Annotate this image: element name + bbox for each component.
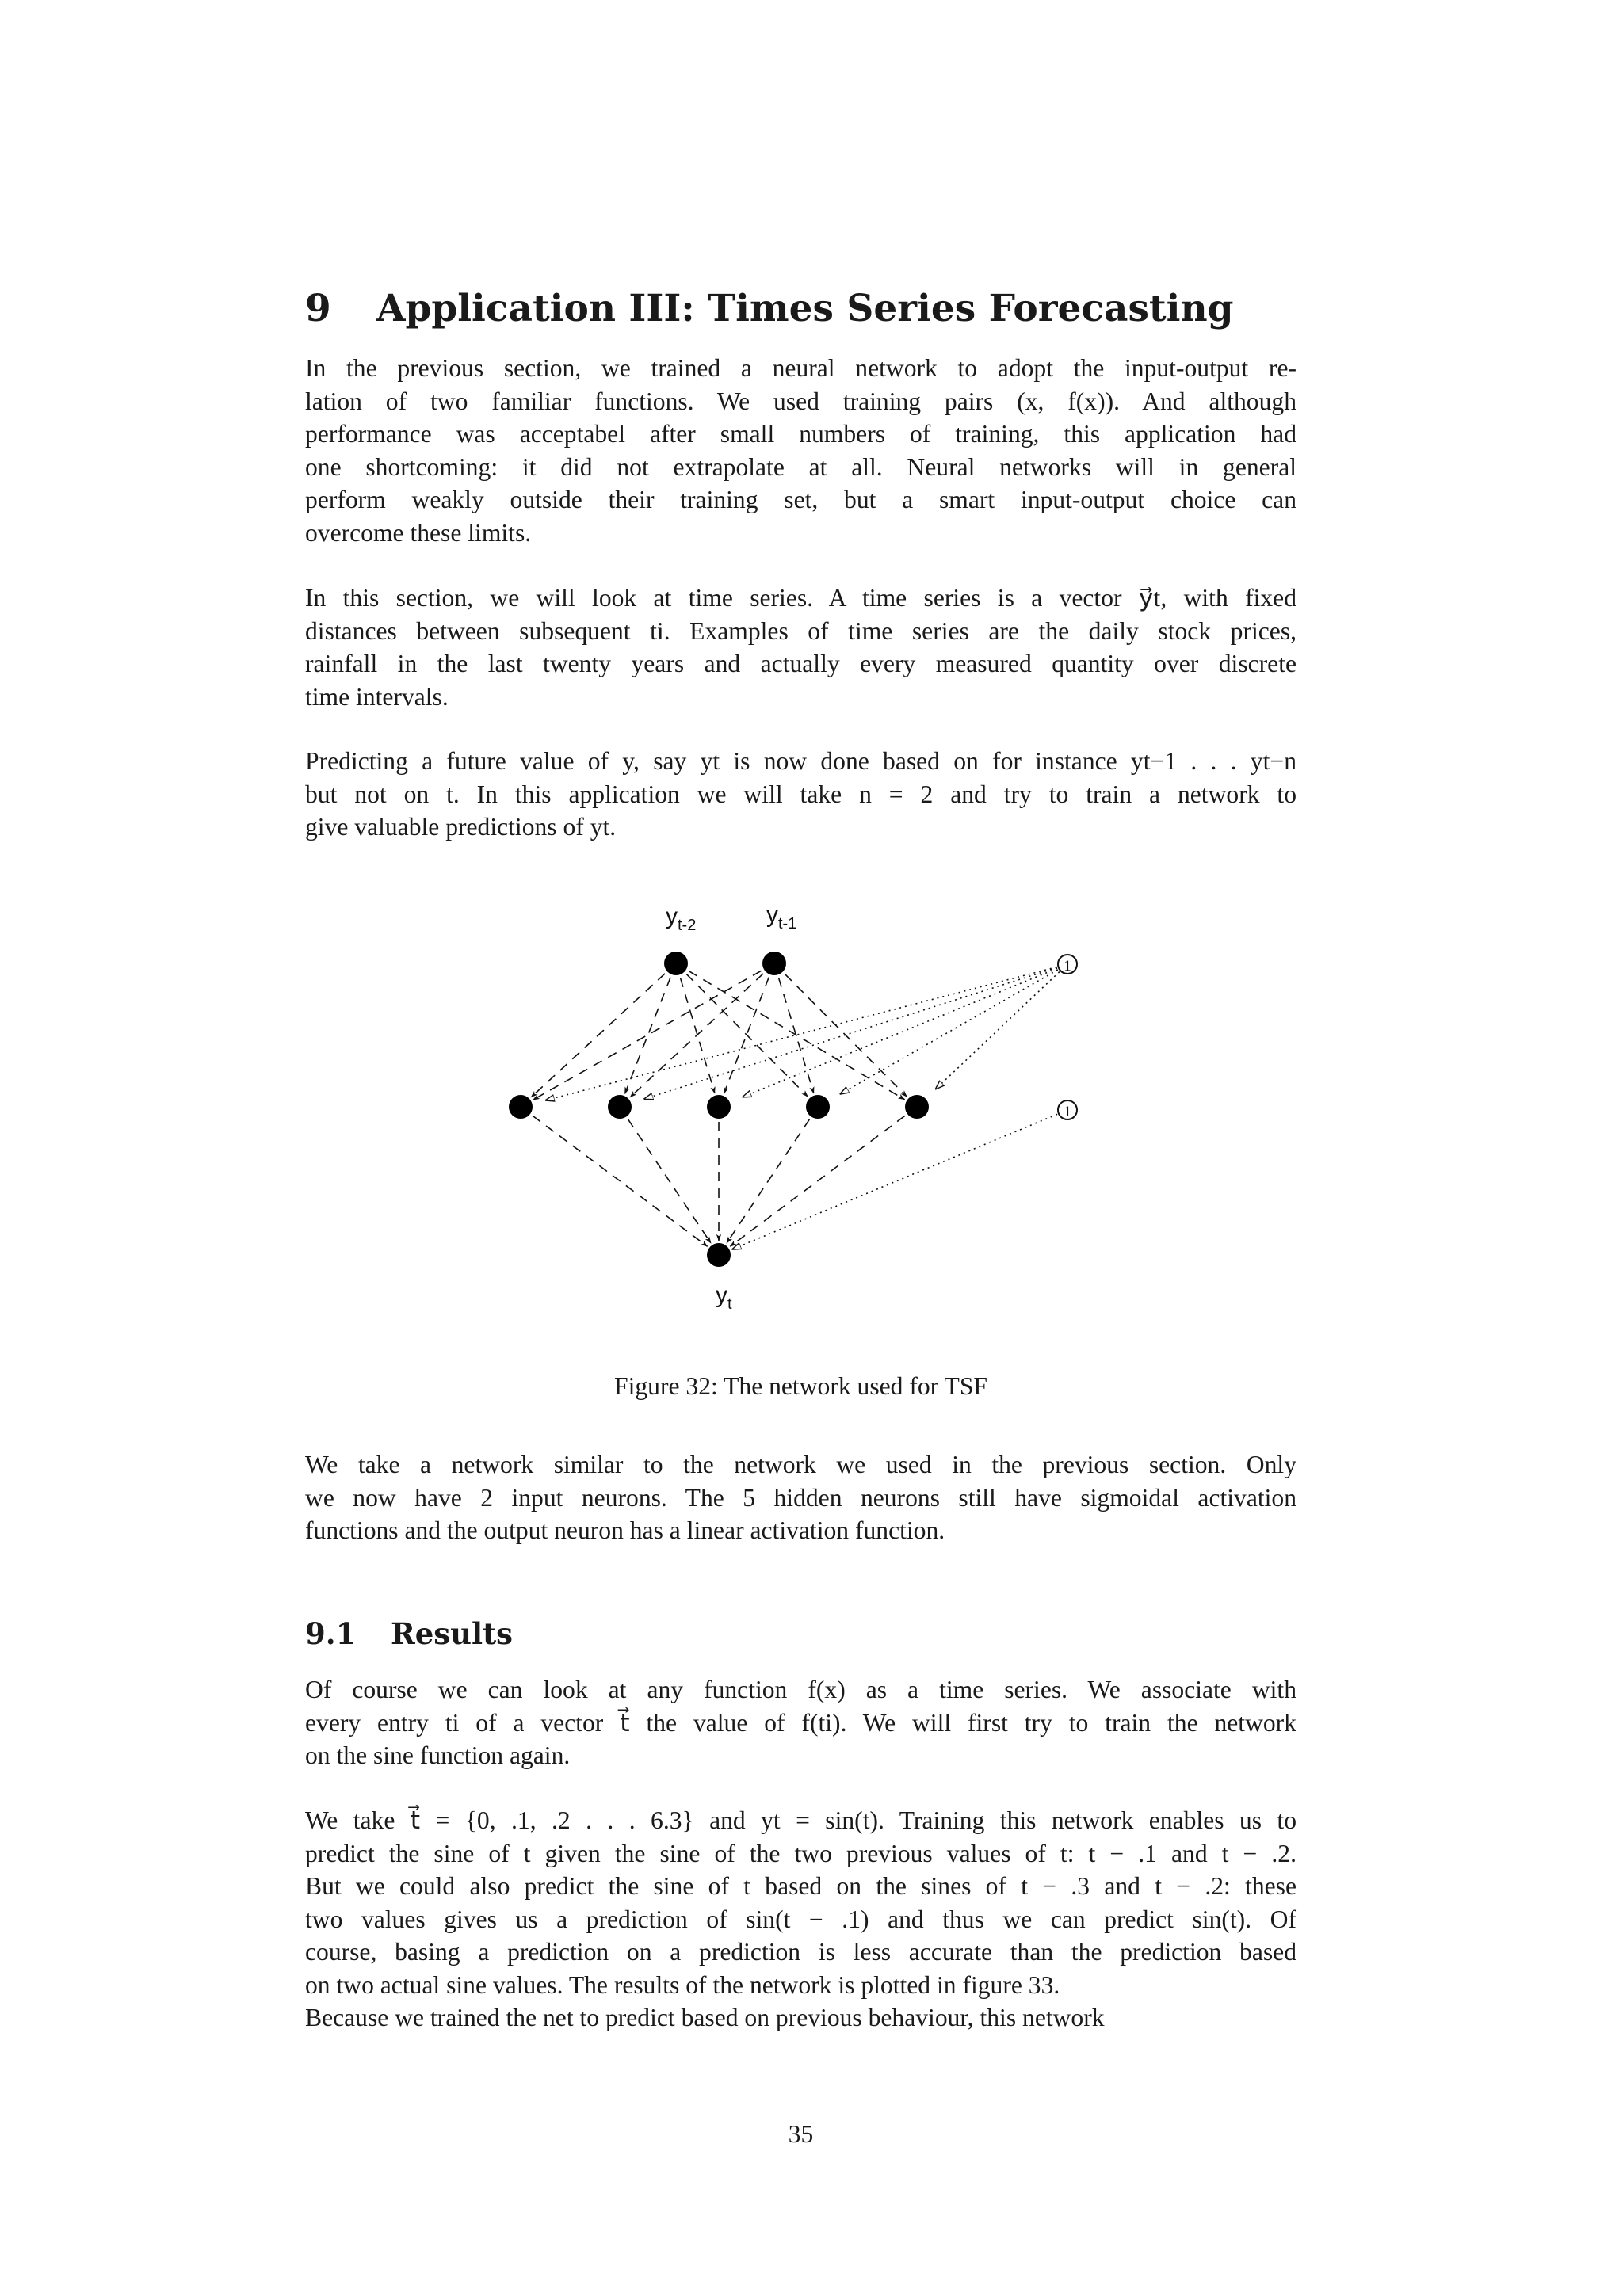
paragraph-intro (305, 352, 1296, 549)
text-line: Of course we can look at any function f(x) as a time series. We associate with (305, 1676, 1296, 1703)
svg-text:1: 1 (1064, 1104, 1071, 1120)
text-line: two values gives us a prediction of sin(t − .1) and thus we can predict sin(t). Of (305, 1905, 1296, 1933)
input-label-t-2: $y_{t-2}$ (666, 903, 697, 934)
text-line: course, basing a prediction on a prediction is less accurate than the prediction based (305, 1938, 1296, 1966)
text-line: Because we trained the net to predict based on previous behaviour, this network (305, 2004, 1105, 2031)
input-neuron-0 (664, 952, 688, 975)
hidden-neuron-0 (509, 1095, 533, 1119)
edge-bias-hidden-4 (936, 972, 1060, 1089)
network-diagram (475, 895, 1125, 1339)
hidden-neuron-2 (707, 1095, 731, 1119)
paragraph-prediction (305, 745, 1296, 844)
section-number: 9 (305, 287, 331, 330)
input-label-t-1: $y_{t-1}$ (766, 902, 797, 933)
figure-caption: Figure 32: The network used for TSF (614, 1372, 987, 1400)
text-line: give valuable predictions of yt. (305, 813, 617, 841)
edge-bias-hidden-0 (546, 967, 1057, 1100)
edge-bias-output (733, 1114, 1058, 1249)
paragraph-sine-training (305, 1804, 1296, 2001)
edge-input-0-hidden-0 (531, 974, 665, 1097)
text-line: Predicting a future value of y, say yt is now done based on for instance yt−1 . . . yt−n (305, 747, 1296, 775)
edge-input-0-hidden-4 (689, 971, 904, 1100)
text-line: In the previous section, we trained a neural network to adopt the input-output re- (305, 354, 1296, 382)
subsection-heading (305, 1616, 1335, 1651)
edge-hidden-1-output (628, 1119, 711, 1243)
text-line: we now have 2 input neurons. The 5 hidden neurons still have sigmoidal activation (305, 1483, 1296, 1512)
text-line: performance was acceptabel after small numbers of training, this application had (305, 420, 1296, 448)
output-neuron (707, 1243, 731, 1267)
output-label-t: $y_t$ (716, 1282, 732, 1313)
edge-hidden-4-output (730, 1116, 904, 1246)
edge-input-1-hidden-1 (630, 974, 763, 1097)
text-line: predict the sine of t given the sine of the two previous values of t: t − .1 and t − .2. (305, 1839, 1296, 1867)
text-line: We take t⃗ = {0, .1, .2 . . . 6.3} and yt = sin(t). Training this network enables us to (305, 1806, 1296, 1834)
edge-input-0-hidden-1 (625, 978, 670, 1094)
paragraph-time-series (305, 582, 1296, 713)
text-line: We take a network similar to the network we used in the previous section. Only (305, 1451, 1296, 1478)
text-line: overcome these limits. (305, 518, 532, 547)
edge-hidden-3-output (727, 1119, 809, 1243)
text-line: perform weakly outside their training set, but a smart input-output choice can (305, 486, 1296, 513)
text-line: every entry ti of a vector t⃗ the value of f(ti). We will first try to train the network (305, 1708, 1296, 1737)
edge-input-1-hidden-2 (724, 978, 769, 1093)
page-number: 35 (788, 2120, 814, 2148)
edge-input-1-hidden-4 (785, 974, 907, 1097)
section-heading (305, 287, 1335, 330)
text-line: rainfall in the last twenty years and actually every measured quantity over discrete (305, 650, 1296, 677)
edge-hidden-0-output (533, 1116, 707, 1246)
text-line: functions and the output neuron has a linear activation function. (305, 1516, 945, 1544)
text-line: one shortcoming: it did not extrapolate at all. Neural networks will in general (305, 452, 1296, 481)
edge-bias-hidden-2 (743, 968, 1057, 1097)
bias-node-output (1058, 1100, 1077, 1120)
text-line: on two actual sine values. The results of the network is plotted in figure 33. (305, 1970, 1060, 1999)
bias-nodes (1058, 955, 1077, 1120)
network-diagram-figure (475, 895, 1125, 1339)
section-title-text: Application III: Times Series Forecasting (376, 287, 1234, 330)
text-line: distances between subsequent ti. Examples of time series are the daily stock prices, (305, 616, 1296, 645)
text-line: But we could also predict the sine of t based on the sines of t − .3 and t − .2: these (305, 1872, 1296, 1900)
text-line: In this section, we will look at time series. A time series is a vector y⃗t, with fixed (305, 584, 1296, 612)
input-neuron-1 (762, 952, 786, 975)
hidden-neuron-1 (608, 1095, 632, 1119)
text-line: on the sine function again. (305, 1741, 571, 1769)
paragraph-function-as-series (305, 1673, 1296, 1772)
bias-node-hidden (1058, 955, 1077, 974)
paragraph-behaviour (305, 2001, 1296, 2035)
hidden-neuron-4 (905, 1095, 929, 1119)
text-line: time intervals. (305, 682, 449, 711)
subsection-title-text: Results (391, 1616, 513, 1651)
edge-bias-hidden-3 (841, 970, 1058, 1094)
network-nodes (509, 952, 929, 1267)
paragraph-network-description (305, 1448, 1296, 1547)
text-line: lation of two familiar functions. We used training pairs (x, f(x)). And although (305, 387, 1296, 415)
svg-text:1: 1 (1064, 958, 1071, 974)
text-line: but not on t. In this application we will take n = 2 and try to train a network to (305, 780, 1296, 808)
hidden-neuron-3 (806, 1095, 830, 1119)
subsection-number: 9.1 (305, 1616, 357, 1651)
